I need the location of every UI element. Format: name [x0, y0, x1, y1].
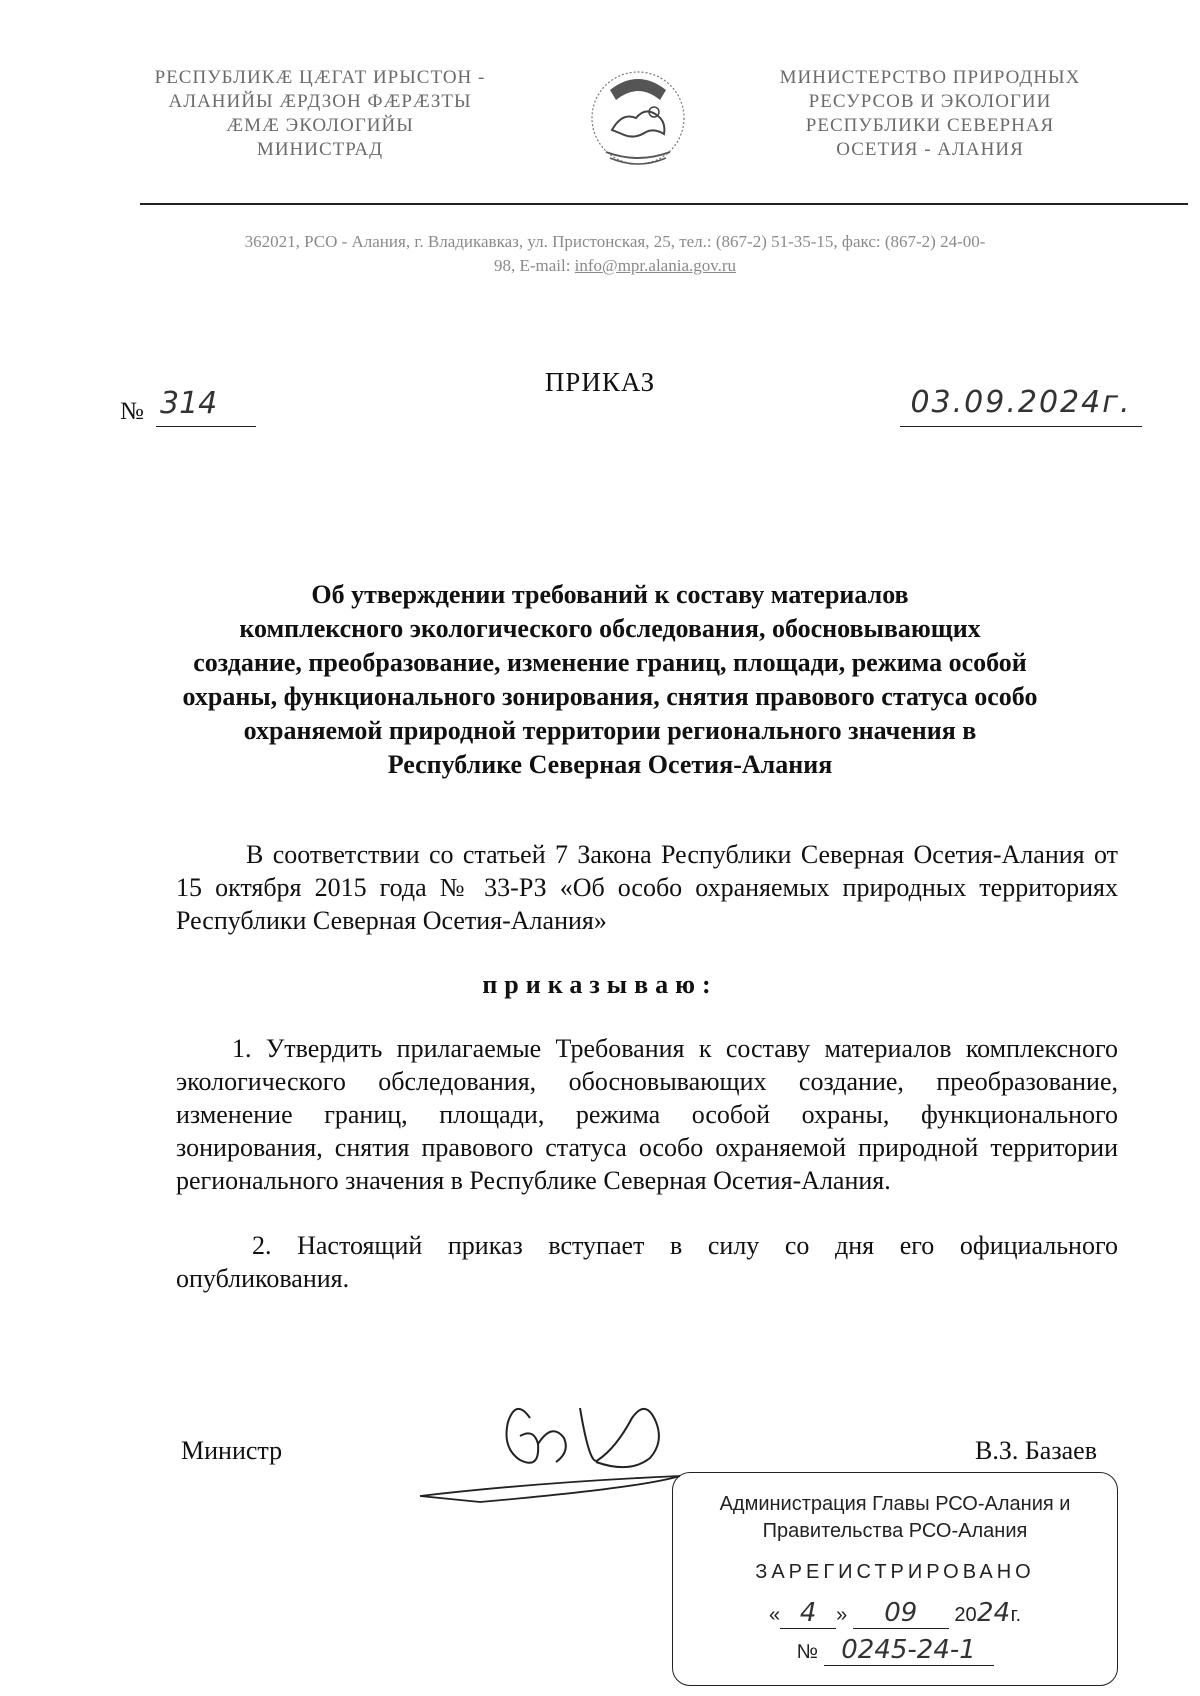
document-type: ПРИКАЗ — [544, 367, 656, 397]
registration-stamp — [672, 1472, 1118, 1686]
address-line — [110, 254, 1120, 278]
letterhead-left-line: ӔМӔ ЭКОЛОГИЙЫ — [226, 115, 414, 136]
letterhead-left-line: МИНИСТРАД — [256, 139, 384, 160]
title-line: охраны, функционального зонирования, снятия правового статуса особо — [182, 682, 1038, 711]
title-line: Об утверждении требований к составу материалов — [311, 580, 909, 609]
stamp-year-prefix: 20 — [954, 1604, 977, 1626]
letterhead-right-line: РЕСПУБЛИКИ СЕВЕРНАЯ — [805, 115, 1055, 136]
stamp-number-label: № — [796, 1641, 818, 1663]
letterhead-right-line: РЕСУРСОВ И ЭКОЛОГИИ — [808, 91, 1052, 112]
stamp-year-unit: г. — [1010, 1604, 1022, 1626]
order-verb: приказываю: — [482, 970, 718, 999]
ministry-address — [110, 230, 1120, 278]
letterhead-right — [740, 66, 1120, 162]
signatory-name: В.З. Базаев — [975, 1436, 1097, 1465]
preamble-paragraph: В соответствии со статьей 7 Закона Республики Северная Осетия-Алания от 15 октября 2015 года № 33-РЗ «Об особо охраняемых природных территориях Республики Северная Осетия-Алания» — [176, 840, 1118, 935]
stamp-registered: ЗАРЕГИСТРИРОВАНО — [755, 1561, 1035, 1583]
letterhead-left-line: АЛАНИЙЫ ӔРДЗОН ФӔРӔЗТЫ — [168, 91, 472, 112]
stamp-number — [673, 1635, 1117, 1666]
stamp-number-value: 0245-24-1 — [824, 1635, 994, 1666]
stamp-date: « 4 » 09 2024г. — [768, 1598, 1022, 1628]
stamp-authority-line2: Правительства РСО-Алания — [762, 1520, 1028, 1542]
order-item-1: 1. Утвердить прилагаемые Требования к составу материалов комплексного экологического обследования, обосновывающих создание, преобразование, изменение границ, площади, режима особой охраны, функционального зонирования, снятия правового статуса особо охраняемой природной территории регионального значения в Республике Северная Осетия-Алания. — [176, 1034, 1118, 1195]
order-number-value: 314 — [156, 384, 256, 427]
coat-of-arms-icon — [588, 60, 688, 180]
order-item-2: 2. Настоящий приказ вступает в силу со дня его официального опубликования. — [176, 1231, 1118, 1293]
letterhead-right-line: ОСЕТИЯ - АЛАНИЯ — [836, 139, 1024, 160]
stamp-day: 4 — [780, 1598, 836, 1629]
letterhead-left — [110, 66, 530, 162]
address-line: 362021, РСО - Алания, г. Владикавказ, ул. Пристонская, 25, тел.: (867-2) 51-35-15, факс: (867-2) 24-00- — [244, 232, 986, 251]
title-line: охраняемой природной территории регионального значения в — [243, 716, 977, 745]
email-link[interactable]: info@mpr.alania.gov.ru — [574, 256, 737, 275]
stamp-year-suffix: 24 — [977, 1598, 1011, 1628]
signatory-position: Министр — [181, 1436, 283, 1465]
header-divider — [140, 203, 1188, 205]
document-title — [140, 578, 1080, 782]
letterhead-right-line: МИНИСТЕРСТВО ПРИРОДНЫХ — [779, 67, 1081, 88]
stamp-authority-line1: Администрация Главы РСО-Алания и — [719, 1493, 1071, 1515]
title-line: создание, преобразование, изменение границ, площади, режима особой — [193, 648, 1027, 677]
stamp-month: 09 — [853, 1598, 949, 1629]
address-line2-prefix: 98, E-mail: — [493, 256, 575, 275]
order-date: 03.09.2024г. — [900, 382, 1142, 427]
title-line: Республике Северная Осетия-Алания — [387, 750, 833, 779]
letterhead-left-line: РЕСПУБЛИКӔ ЦӔГАТ ИРЫСТОН - — [154, 67, 486, 88]
order-number-label: № — [120, 398, 144, 425]
title-line: комплексного экологического обследования, обосновывающих — [239, 614, 981, 643]
